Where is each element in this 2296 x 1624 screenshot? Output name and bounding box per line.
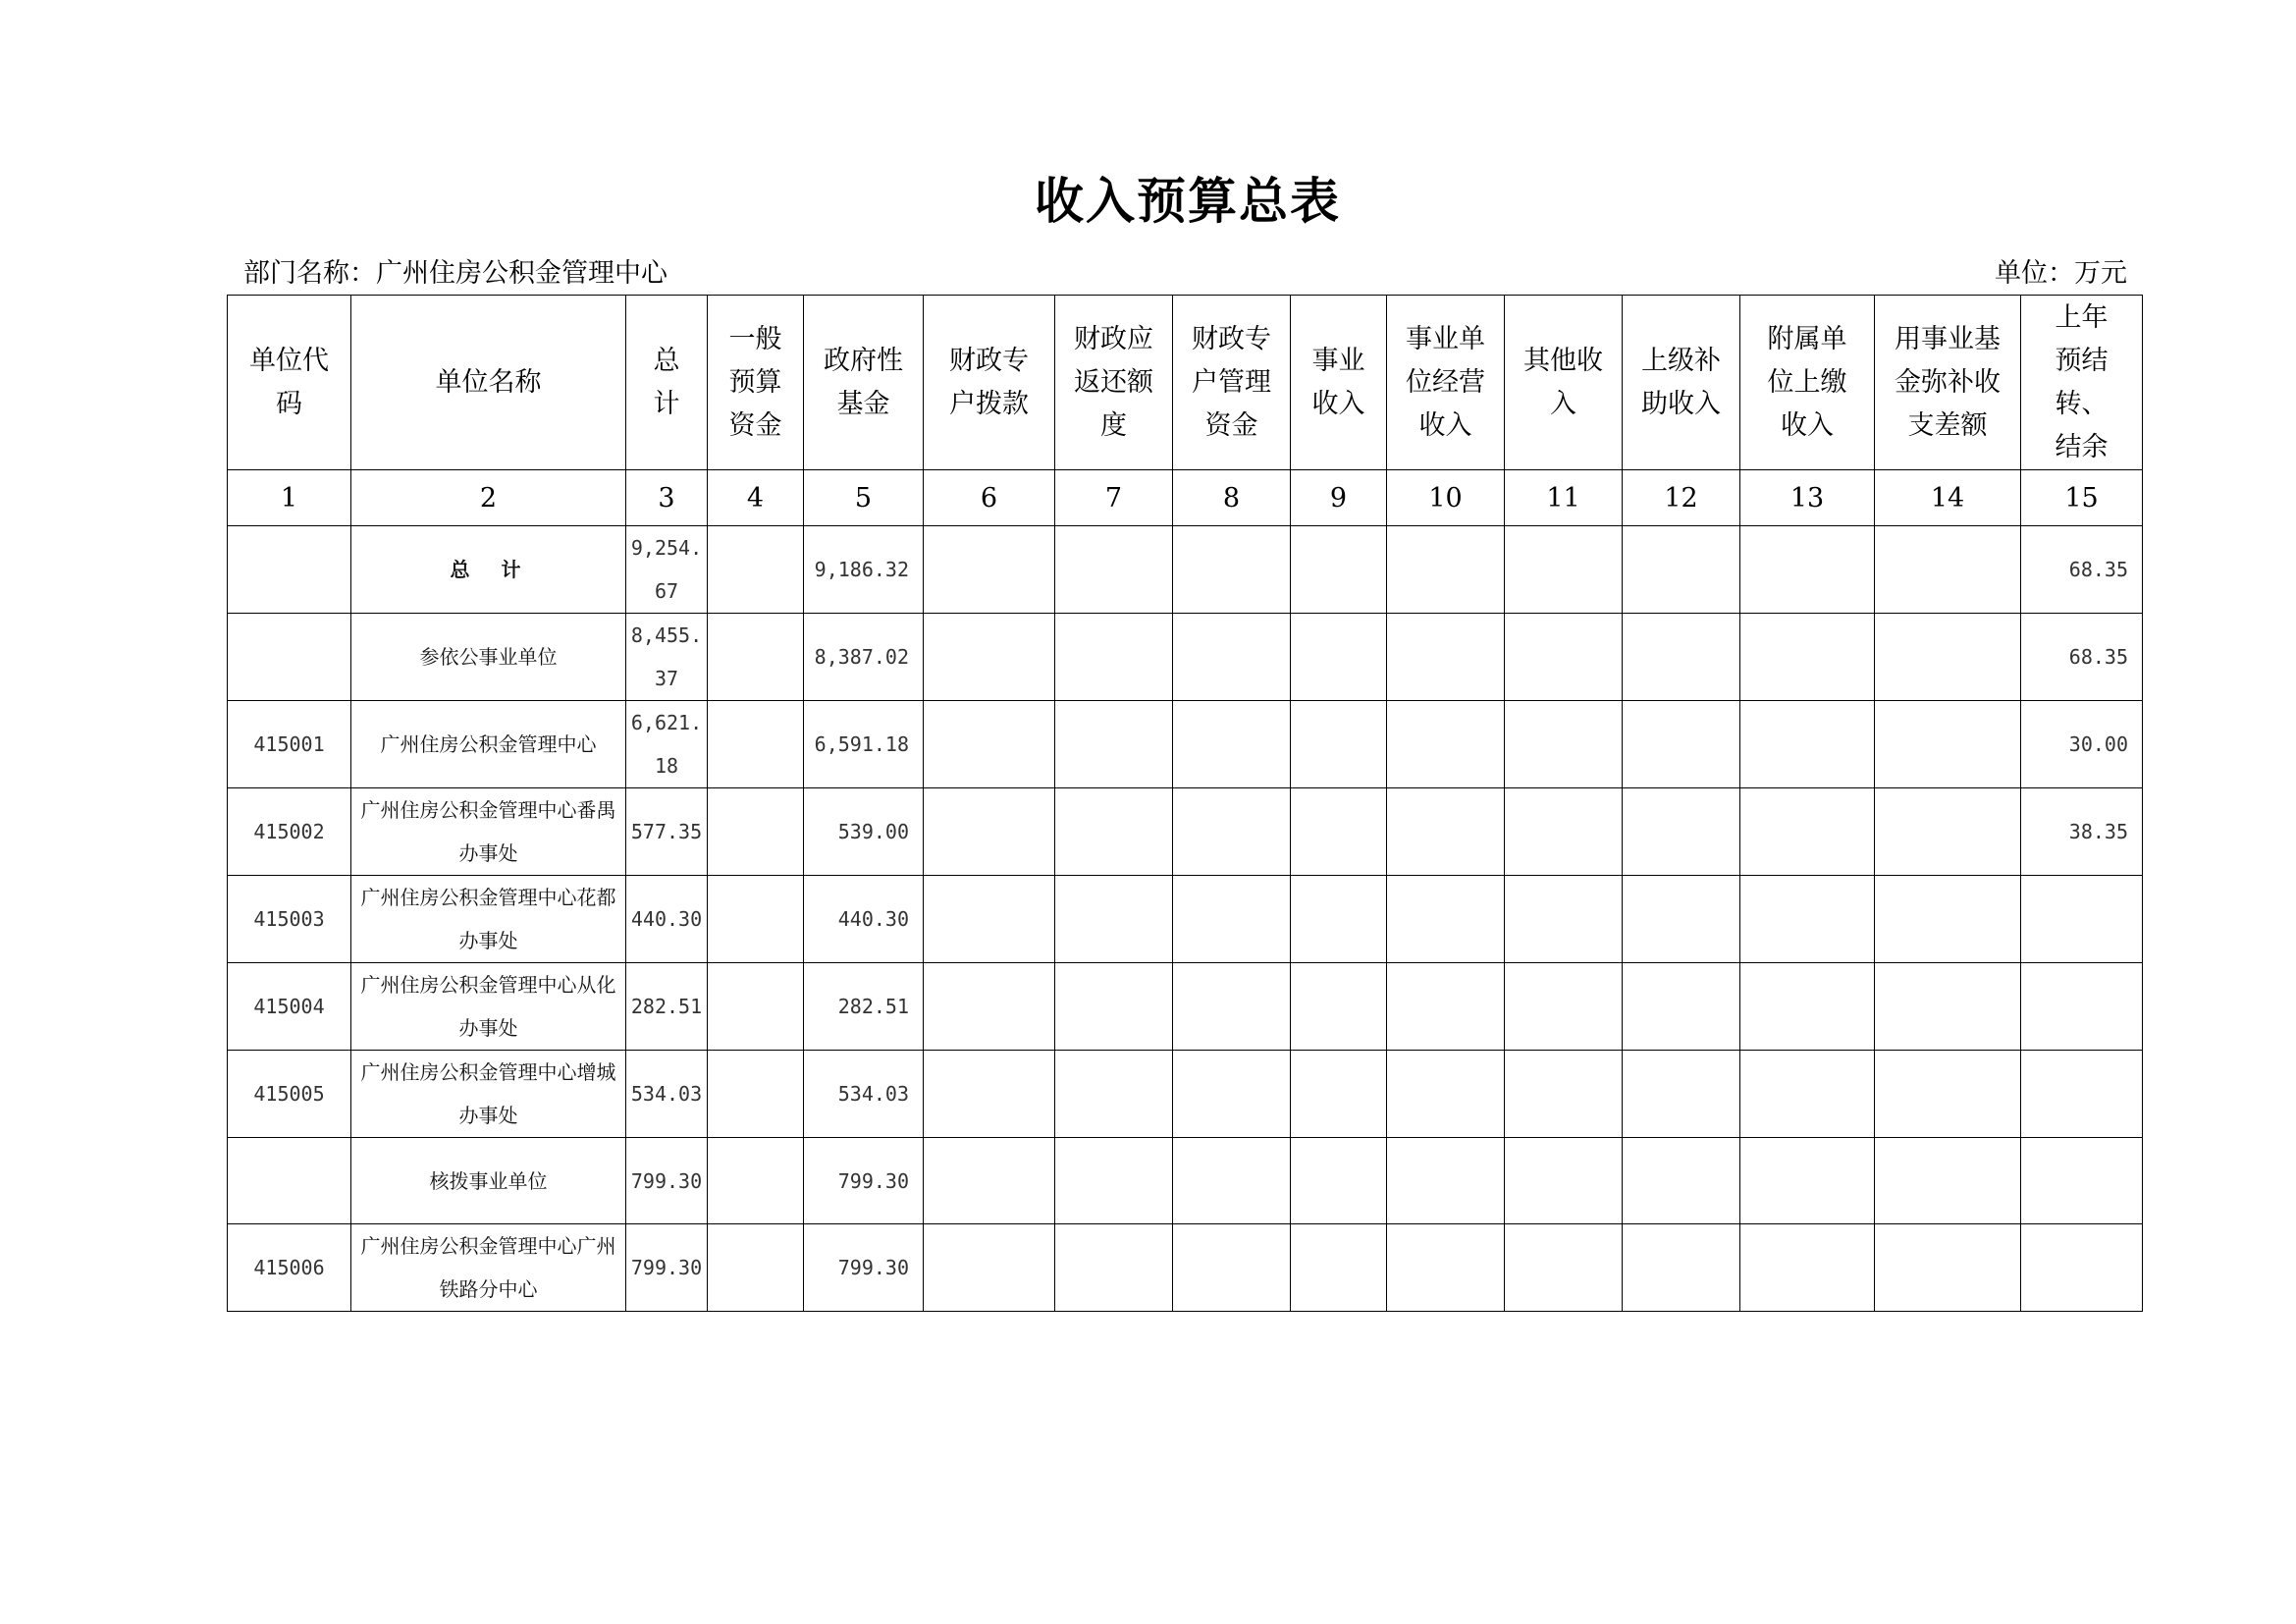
empty-cell — [924, 701, 1055, 788]
empty-cell — [1875, 1138, 2021, 1224]
gov-fund-cell: 539.00 — [804, 788, 924, 876]
empty-cell — [1055, 701, 1173, 788]
department-name: 部门名称：广州住房公积金管理中心 — [243, 258, 667, 289]
empty-cell — [1875, 526, 2021, 614]
empty-cell — [1291, 526, 1387, 614]
empty-cell — [1055, 614, 1173, 701]
general-budget-cell — [708, 701, 804, 788]
empty-cell — [1875, 1224, 2021, 1312]
general-budget-cell — [708, 614, 804, 701]
empty-cell — [1173, 963, 1291, 1051]
empty-cell — [1173, 876, 1291, 963]
empty-cell — [1740, 1224, 1875, 1312]
carryover-cell: 68.35 — [2021, 526, 2143, 614]
total-cell: 799.30 — [626, 1138, 708, 1224]
empty-cell — [1875, 701, 2021, 788]
empty-cell — [1505, 526, 1623, 614]
empty-cell — [1623, 1138, 1740, 1224]
empty-cell — [1055, 1138, 1173, 1224]
table-row — [228, 614, 2143, 701]
empty-cell — [1173, 614, 1291, 701]
empty-cell — [924, 1138, 1055, 1224]
empty-cell — [1387, 876, 1505, 963]
header-cell: 上级补助收入 — [1623, 296, 1740, 470]
empty-cell — [1740, 963, 1875, 1051]
carryover-cell: 30.00 — [2021, 701, 2143, 788]
table-row — [228, 526, 2143, 614]
table-row — [228, 876, 2143, 963]
budget-table — [227, 295, 2143, 1312]
table-row — [228, 963, 2143, 1051]
carryover-cell — [2021, 1051, 2143, 1138]
empty-cell — [1055, 876, 1173, 963]
header-cell: 财政专户拨款 — [924, 296, 1055, 470]
total-cell: 8,455.37 — [626, 614, 708, 701]
general-budget-cell — [708, 963, 804, 1051]
carryover-cell — [2021, 963, 2143, 1051]
unit-code-cell: 415002 — [228, 788, 351, 876]
header-cell: 单位名称 — [351, 296, 626, 470]
general-budget-cell — [708, 1138, 804, 1224]
column-number: 4 — [708, 470, 804, 526]
empty-cell — [924, 876, 1055, 963]
unit-name-cell: 广州住房公积金管理中心 — [351, 701, 626, 788]
column-number: 2 — [351, 470, 626, 526]
empty-cell — [1505, 701, 1623, 788]
column-number: 8 — [1173, 470, 1291, 526]
empty-cell — [1875, 614, 2021, 701]
header-cell: 总计 — [626, 296, 708, 470]
empty-cell — [1740, 526, 1875, 614]
column-number: 9 — [1291, 470, 1387, 526]
empty-cell — [1623, 963, 1740, 1051]
empty-cell — [1740, 788, 1875, 876]
column-number: 15 — [2021, 470, 2143, 526]
empty-cell — [1173, 1051, 1291, 1138]
column-number: 14 — [1875, 470, 2021, 526]
unit-code-cell: 415006 — [228, 1224, 351, 1312]
empty-cell — [1875, 876, 2021, 963]
header-cell: 政府性基金 — [804, 296, 924, 470]
empty-cell — [1387, 1138, 1505, 1224]
empty-cell — [1505, 876, 1623, 963]
empty-cell — [1740, 876, 1875, 963]
empty-cell — [1387, 526, 1505, 614]
general-budget-cell — [708, 788, 804, 876]
unit-name-cell: 参依公事业单位 — [351, 614, 626, 701]
header-cell: 事业收入 — [1291, 296, 1387, 470]
unit-code-cell: 415001 — [228, 701, 351, 788]
header-cell: 财政应返还额度 — [1055, 296, 1173, 470]
empty-cell — [1291, 876, 1387, 963]
unit-name-cell: 广州住房公积金管理中心广州铁路分中心 — [351, 1224, 626, 1312]
unit-name-cell: 广州住房公积金管理中心番禺办事处 — [351, 788, 626, 876]
unit-name-cell: 广州住房公积金管理中心从化办事处 — [351, 963, 626, 1051]
empty-cell — [1055, 526, 1173, 614]
empty-cell — [1387, 701, 1505, 788]
header-cell: 事业单位经营收入 — [1387, 296, 1505, 470]
carryover-cell — [2021, 1224, 2143, 1312]
table-row — [228, 1224, 2143, 1312]
unit-code-cell: 415003 — [228, 876, 351, 963]
page-title: 收入预算总表 — [1035, 173, 1341, 230]
table-body — [228, 526, 2143, 1312]
column-number: 10 — [1387, 470, 1505, 526]
gov-fund-cell: 440.30 — [804, 876, 924, 963]
empty-cell — [1387, 614, 1505, 701]
total-cell: 6,621.18 — [626, 701, 708, 788]
column-number: 6 — [924, 470, 1055, 526]
carryover-cell: 68.35 — [2021, 614, 2143, 701]
column-number: 12 — [1623, 470, 1740, 526]
unit-code-cell — [228, 526, 351, 614]
empty-cell — [924, 614, 1055, 701]
total-cell: 282.51 — [626, 963, 708, 1051]
empty-cell — [1505, 614, 1623, 701]
empty-cell — [1055, 963, 1173, 1051]
header-cell: 一般预算资金 — [708, 296, 804, 470]
unit-name-cell: 广州住房公积金管理中心增城办事处 — [351, 1051, 626, 1138]
empty-cell — [1387, 1224, 1505, 1312]
total-cell: 9,254.67 — [626, 526, 708, 614]
gov-fund-cell: 9,186.32 — [804, 526, 924, 614]
total-cell: 799.30 — [626, 1224, 708, 1312]
table-row — [228, 701, 2143, 788]
column-number: 7 — [1055, 470, 1173, 526]
empty-cell — [924, 963, 1055, 1051]
header-cell: 用事业基金弥补收支差额 — [1875, 296, 2021, 470]
empty-cell — [924, 1051, 1055, 1138]
column-number: 3 — [626, 470, 708, 526]
gov-fund-cell: 8,387.02 — [804, 614, 924, 701]
general-budget-cell — [708, 876, 804, 963]
column-number: 5 — [804, 470, 924, 526]
table-row — [228, 1138, 2143, 1224]
empty-cell — [1623, 1051, 1740, 1138]
empty-cell — [1505, 1051, 1623, 1138]
total-cell: 534.03 — [626, 1051, 708, 1138]
empty-cell — [924, 526, 1055, 614]
total-cell: 577.35 — [626, 788, 708, 876]
unit-code-cell: 415004 — [228, 963, 351, 1051]
empty-cell — [1291, 1138, 1387, 1224]
empty-cell — [1623, 701, 1740, 788]
gov-fund-cell: 282.51 — [804, 963, 924, 1051]
empty-cell — [1505, 1224, 1623, 1312]
empty-cell — [1291, 788, 1387, 876]
empty-cell — [1055, 1051, 1173, 1138]
header-cell: 单位代码 — [228, 296, 351, 470]
table-row — [228, 788, 2143, 876]
carryover-cell — [2021, 1138, 2143, 1224]
general-budget-cell — [708, 1051, 804, 1138]
empty-cell — [1173, 526, 1291, 614]
empty-cell — [1173, 1138, 1291, 1224]
unit-name-cell: 广州住房公积金管理中心花都办事处 — [351, 876, 626, 963]
column-number: 11 — [1505, 470, 1623, 526]
carryover-cell — [2021, 876, 2143, 963]
empty-cell — [1875, 1051, 2021, 1138]
empty-cell — [1291, 701, 1387, 788]
empty-cell — [1291, 963, 1387, 1051]
header-cell: 上年预结转、结余 — [2021, 296, 2143, 470]
empty-cell — [1623, 788, 1740, 876]
empty-cell — [1055, 788, 1173, 876]
empty-cell — [1173, 701, 1291, 788]
table-row — [228, 1051, 2143, 1138]
empty-cell — [1505, 963, 1623, 1051]
general-budget-cell — [708, 1224, 804, 1312]
empty-cell — [1387, 1051, 1505, 1138]
general-budget-cell — [708, 526, 804, 614]
total-cell: 440.30 — [626, 876, 708, 963]
currency-unit: 单位：万元 — [1995, 258, 2127, 289]
empty-cell — [1875, 963, 2021, 1051]
empty-cell — [924, 1224, 1055, 1312]
header-cell: 财政专户管理资金 — [1173, 296, 1291, 470]
column-number: 13 — [1740, 470, 1875, 526]
empty-cell — [1173, 1224, 1291, 1312]
unit-name-cell: 总 计 — [351, 526, 626, 614]
unit-code-cell: 415005 — [228, 1051, 351, 1138]
empty-cell — [1291, 1051, 1387, 1138]
empty-cell — [1505, 788, 1623, 876]
empty-cell — [1055, 1224, 1173, 1312]
empty-cell — [1173, 788, 1291, 876]
header-cell: 其他收入 — [1505, 296, 1623, 470]
gov-fund-cell: 799.30 — [804, 1138, 924, 1224]
gov-fund-cell: 799.30 — [804, 1224, 924, 1312]
empty-cell — [1875, 788, 2021, 876]
table-header — [228, 296, 2143, 526]
empty-cell — [1505, 1138, 1623, 1224]
column-number: 1 — [228, 470, 351, 526]
empty-cell — [1740, 1138, 1875, 1224]
empty-cell — [1387, 788, 1505, 876]
empty-cell — [1740, 614, 1875, 701]
empty-cell — [1623, 1224, 1740, 1312]
empty-cell — [1740, 701, 1875, 788]
header-cell: 附属单位上缴收入 — [1740, 296, 1875, 470]
carryover-cell: 38.35 — [2021, 788, 2143, 876]
empty-cell — [1740, 1051, 1875, 1138]
unit-code-cell — [228, 1138, 351, 1224]
gov-fund-cell: 6,591.18 — [804, 701, 924, 788]
gov-fund-cell: 534.03 — [804, 1051, 924, 1138]
empty-cell — [1623, 614, 1740, 701]
empty-cell — [1291, 614, 1387, 701]
unit-name-cell: 核拨事业单位 — [351, 1138, 626, 1224]
empty-cell — [1623, 526, 1740, 614]
empty-cell — [924, 788, 1055, 876]
empty-cell — [1623, 876, 1740, 963]
empty-cell — [1291, 1224, 1387, 1312]
unit-code-cell — [228, 614, 351, 701]
empty-cell — [1387, 963, 1505, 1051]
